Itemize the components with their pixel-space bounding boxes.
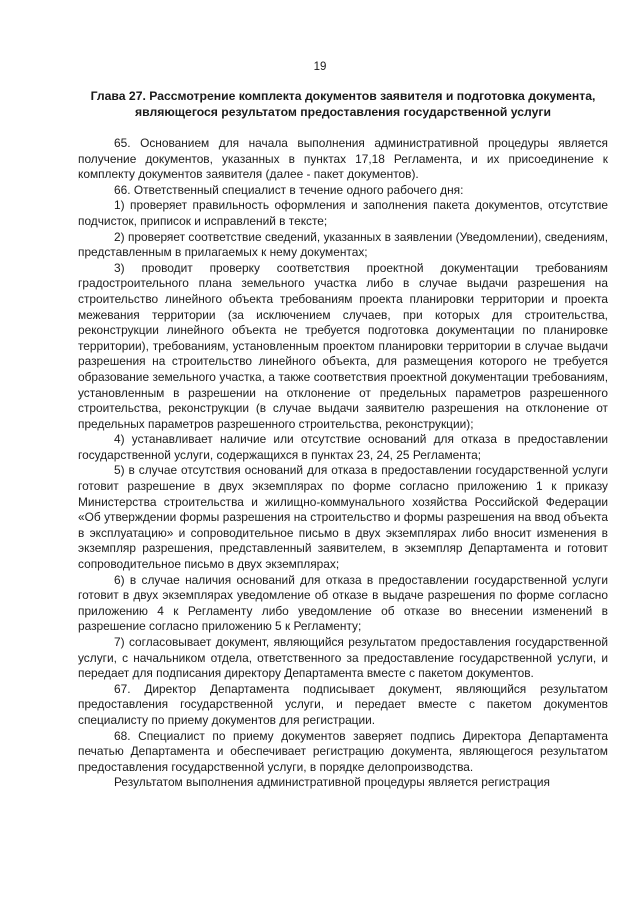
paragraph: 2) проверяет соответствие сведений, указанных в заявлении (Уведомлении), сведениям, представленным в прилагаемых к нему документах;: [78, 229, 608, 260]
paragraph: 7) согласовывает документ, являющийся результатом предоставления государственной услуги, с начальником отдела, ответственного за предоставление государственной услуги, и передает для подписания директору Департамента вместе с пакетом документов.: [78, 635, 608, 681]
paragraph: 66. Ответственный специалист в течение одного рабочего дня:: [114, 182, 464, 197]
paragraph: 5) в случае отсутствия оснований для отказа в предоставлении государственной услуги готовит разрешение в двух экземплярах по форме согласно приложению 1 к приказу Министерства строительства и жилищно-коммунального хозяйства Российской Федерации «Об утверждении формы разрешения на строительство и формы разрешения на ввод объекта в эксплуатацию» и сопроводительное письмо в двух экземплярах либо вносит изменения в экземпляр разрешения, представленный заявителем, в экземпляр Департамента и готовит сопроводительное письмо в двух экземплярах;: [78, 463, 608, 572]
paragraph: 1) проверяет правильность оформления и заполнения пакета документов, отсутствие подчисток, приписок и исправлений в тексте;: [78, 198, 608, 228]
paragraph: Результатом выполнения административной процедуры является регистрация: [114, 775, 550, 790]
paragraph: 67. Директор Департамента подписывает документ, являющийся результатом предоставления государственной услуги, и передает вместе с пакетом документов специалисту по приему документов для регистрации.: [78, 681, 608, 727]
paragraph: 3) проводит проверку соответствия проектной документации требованиям градостроительного плана земельного участка либо в случае выдачи разрешения на строительство линейного объекта требованиям проекта планировки территории и проекта межевания территории (за исключением случаев, при которых для строительства, реконструкции линейного объекта не требуется подготовка документации по планировке территории), требованиям, установленным проектом планировки территории в случае выдачи разрешения на строительство линейного объекта, для размещения которого не требуется образование земельного участка, а также соответствия проектной документации требованиям, установленным в разрешении на отклонение от предельных параметров разрешенного строительства, реконструкции (в случае выдачи заявителю разрешения на отклонение от предельных параметров разрешенного строительства, реконструкции);: [78, 260, 608, 431]
paragraph: 6) в случае наличия оснований для отказа в предоставлении государственной услуги готовит в двух экземплярах уведомление об отказе в выдаче разрешения по форме согласно приложению 4 к Регламенту либо уведомление об отказе во внесении изменений в разрешение согласно приложению 5 к Регламенту;: [78, 572, 608, 634]
page-number: 19: [313, 61, 327, 73]
chapter-heading: Глава 27. Рассмотрение комплекта документов заявителя и подготовка документа, являющегося результатом предоставления государственной услуги: [90, 89, 596, 119]
paragraph: 68. Специалист по приему документов заверяет подпись Директора Департамента печатью Департамента и обеспечивает регистрацию документа, являющегося результатом предоставления государственной услуги, в порядке делопроизводства.: [78, 728, 608, 774]
document-body: [78, 136, 608, 791]
paragraph: 65. Основанием для начала выполнения административной процедуры является получение документов, указанных в пунктах 17,18 Регламента, и их присоединение к комплекту документов заявителя (далее - пакет документов).: [78, 136, 608, 182]
paragraph: 4) устанавливает наличие или отсутствие оснований для отказа в предоставлении государственной услуги, содержащихся в пунктах 23, 24, 25 Регламента;: [78, 432, 608, 462]
